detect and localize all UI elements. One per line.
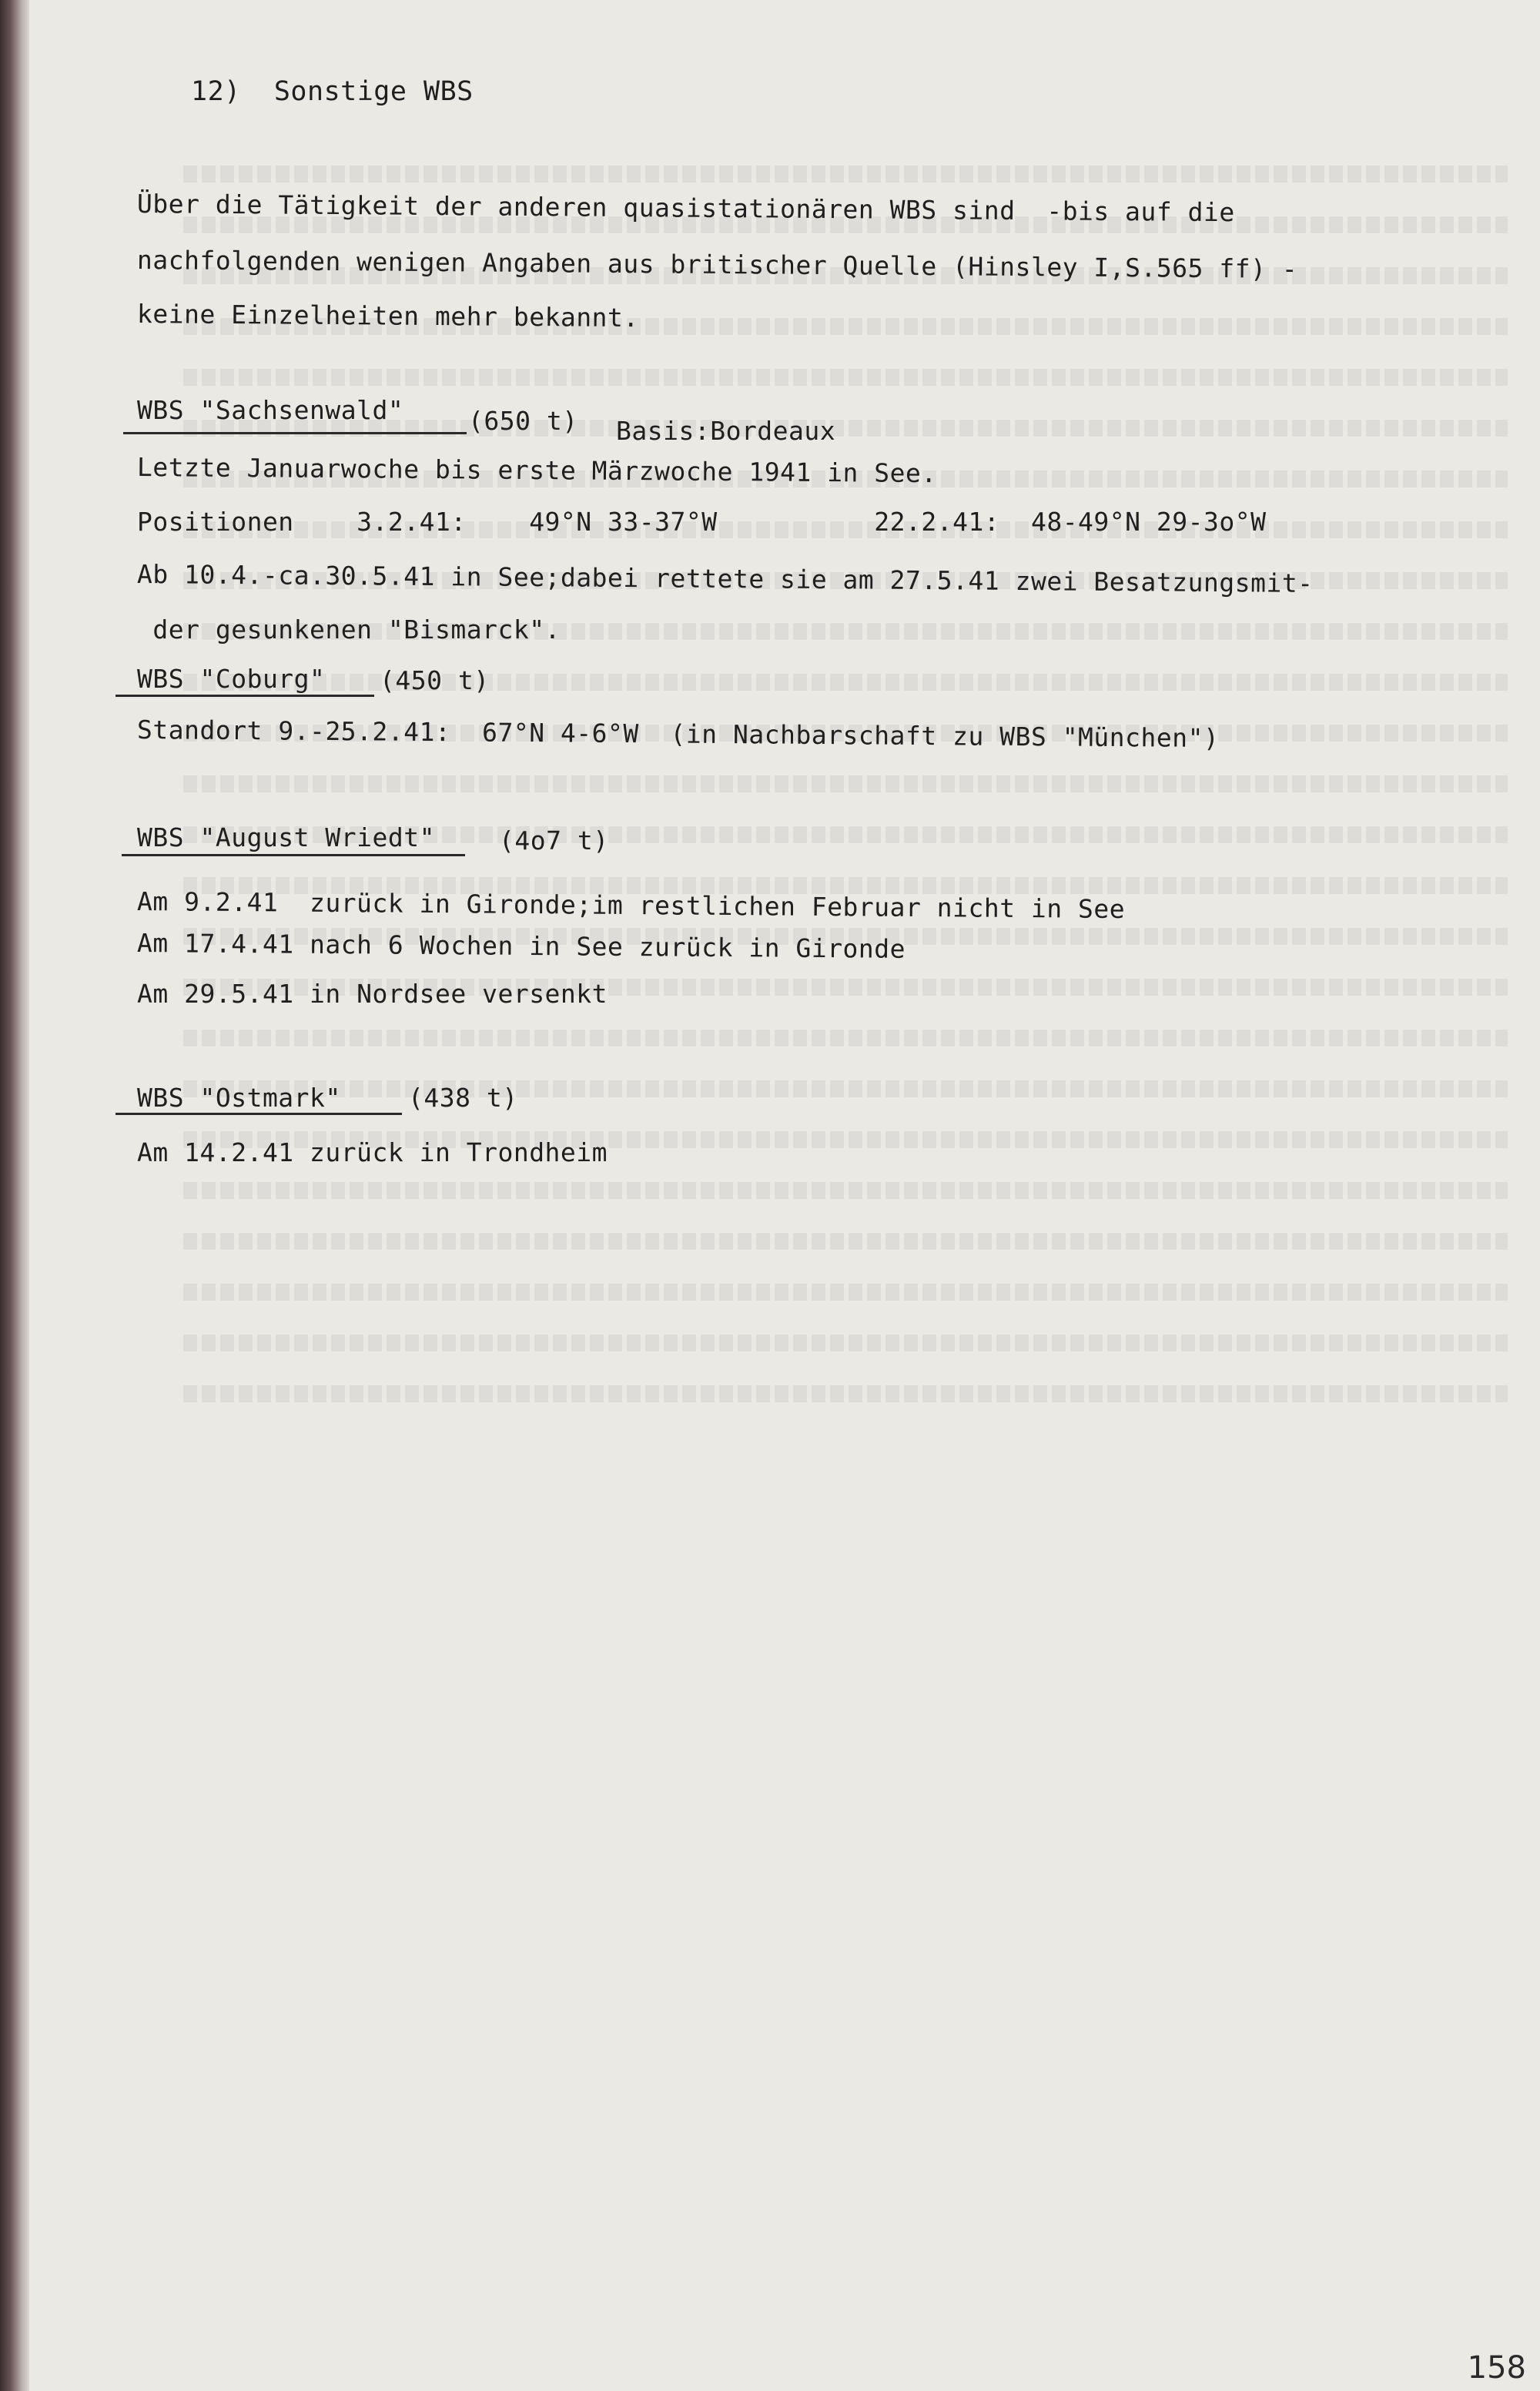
underline-coburg (116, 695, 374, 697)
page-number: 158 (1467, 2350, 1526, 2386)
entry-title-coburg: WBS "Coburg" (137, 664, 326, 694)
entry-line: Ab 10.4.-ca.30.5.41 in See;dabei rettete sie am 27.5.41 zwei Besatzungsmit- (136, 559, 1314, 598)
entry-line: Am 14.2.41 zurück in Trondheim (137, 1137, 608, 1167)
section-heading: 12) Sonstige WBS (191, 76, 474, 107)
entry-line: Letzte Januarwoche bis erste Märzwoche 1941 in See. (136, 452, 937, 489)
book-binding-shadow (0, 0, 29, 2391)
show-through-text (183, 166, 1508, 1436)
entry-line: Am 9.2.41 zurück in Gironde;im restlichen Februar nicht in See (136, 886, 1126, 925)
entry-basis-sachsenwald: Basis:Bordeaux (616, 416, 836, 446)
entry-tonnage-august-wriedt: (4o7 t) (499, 825, 609, 856)
entry-title-august-wriedt: WBS "August Wriedt" (137, 822, 435, 852)
entry-line: Standort 9.-25.2.41: 67°N 4-6°W (in Nachbarschaft zu WBS "München") (136, 715, 1220, 754)
entry-tonnage-sachsenwald: (650 t) (468, 406, 578, 436)
entry-line: Am 29.5.41 in Nordsee versenkt (137, 979, 608, 1009)
underline-ostmark (116, 1113, 402, 1115)
underline-sachsenwald (123, 432, 467, 434)
entry-tonnage-ostmark: (438 t) (408, 1083, 518, 1113)
intro-line-3: keine Einzelheiten mehr bekannt. (136, 299, 639, 333)
intro-line-1: Über die Tätigkeit der anderen quasistationären WBS sind -bis auf die (136, 189, 1235, 228)
document-page (29, 0, 1540, 2391)
entry-title-ostmark: WBS "Ostmark" (137, 1083, 341, 1113)
intro-line-2: nachfolgenden wenigen Angaben aus britischer Quelle (Hinsley I,S.565 ff) - (136, 245, 1298, 284)
entry-line: Positionen 3.2.41: 49°N 33-37°W 22.2.41: 48-49°N 29-3o°W (137, 507, 1267, 537)
entry-title-sachsenwald: WBS "Sachsenwald" (137, 395, 404, 425)
entry-line: Am 17.4.41 nach 6 Wochen in See zurück in Gironde (136, 928, 906, 964)
underline-august-wriedt (122, 854, 465, 856)
entry-line: der gesunkenen "Bismarck". (137, 614, 561, 645)
entry-tonnage-coburg: (450 t) (380, 665, 490, 695)
